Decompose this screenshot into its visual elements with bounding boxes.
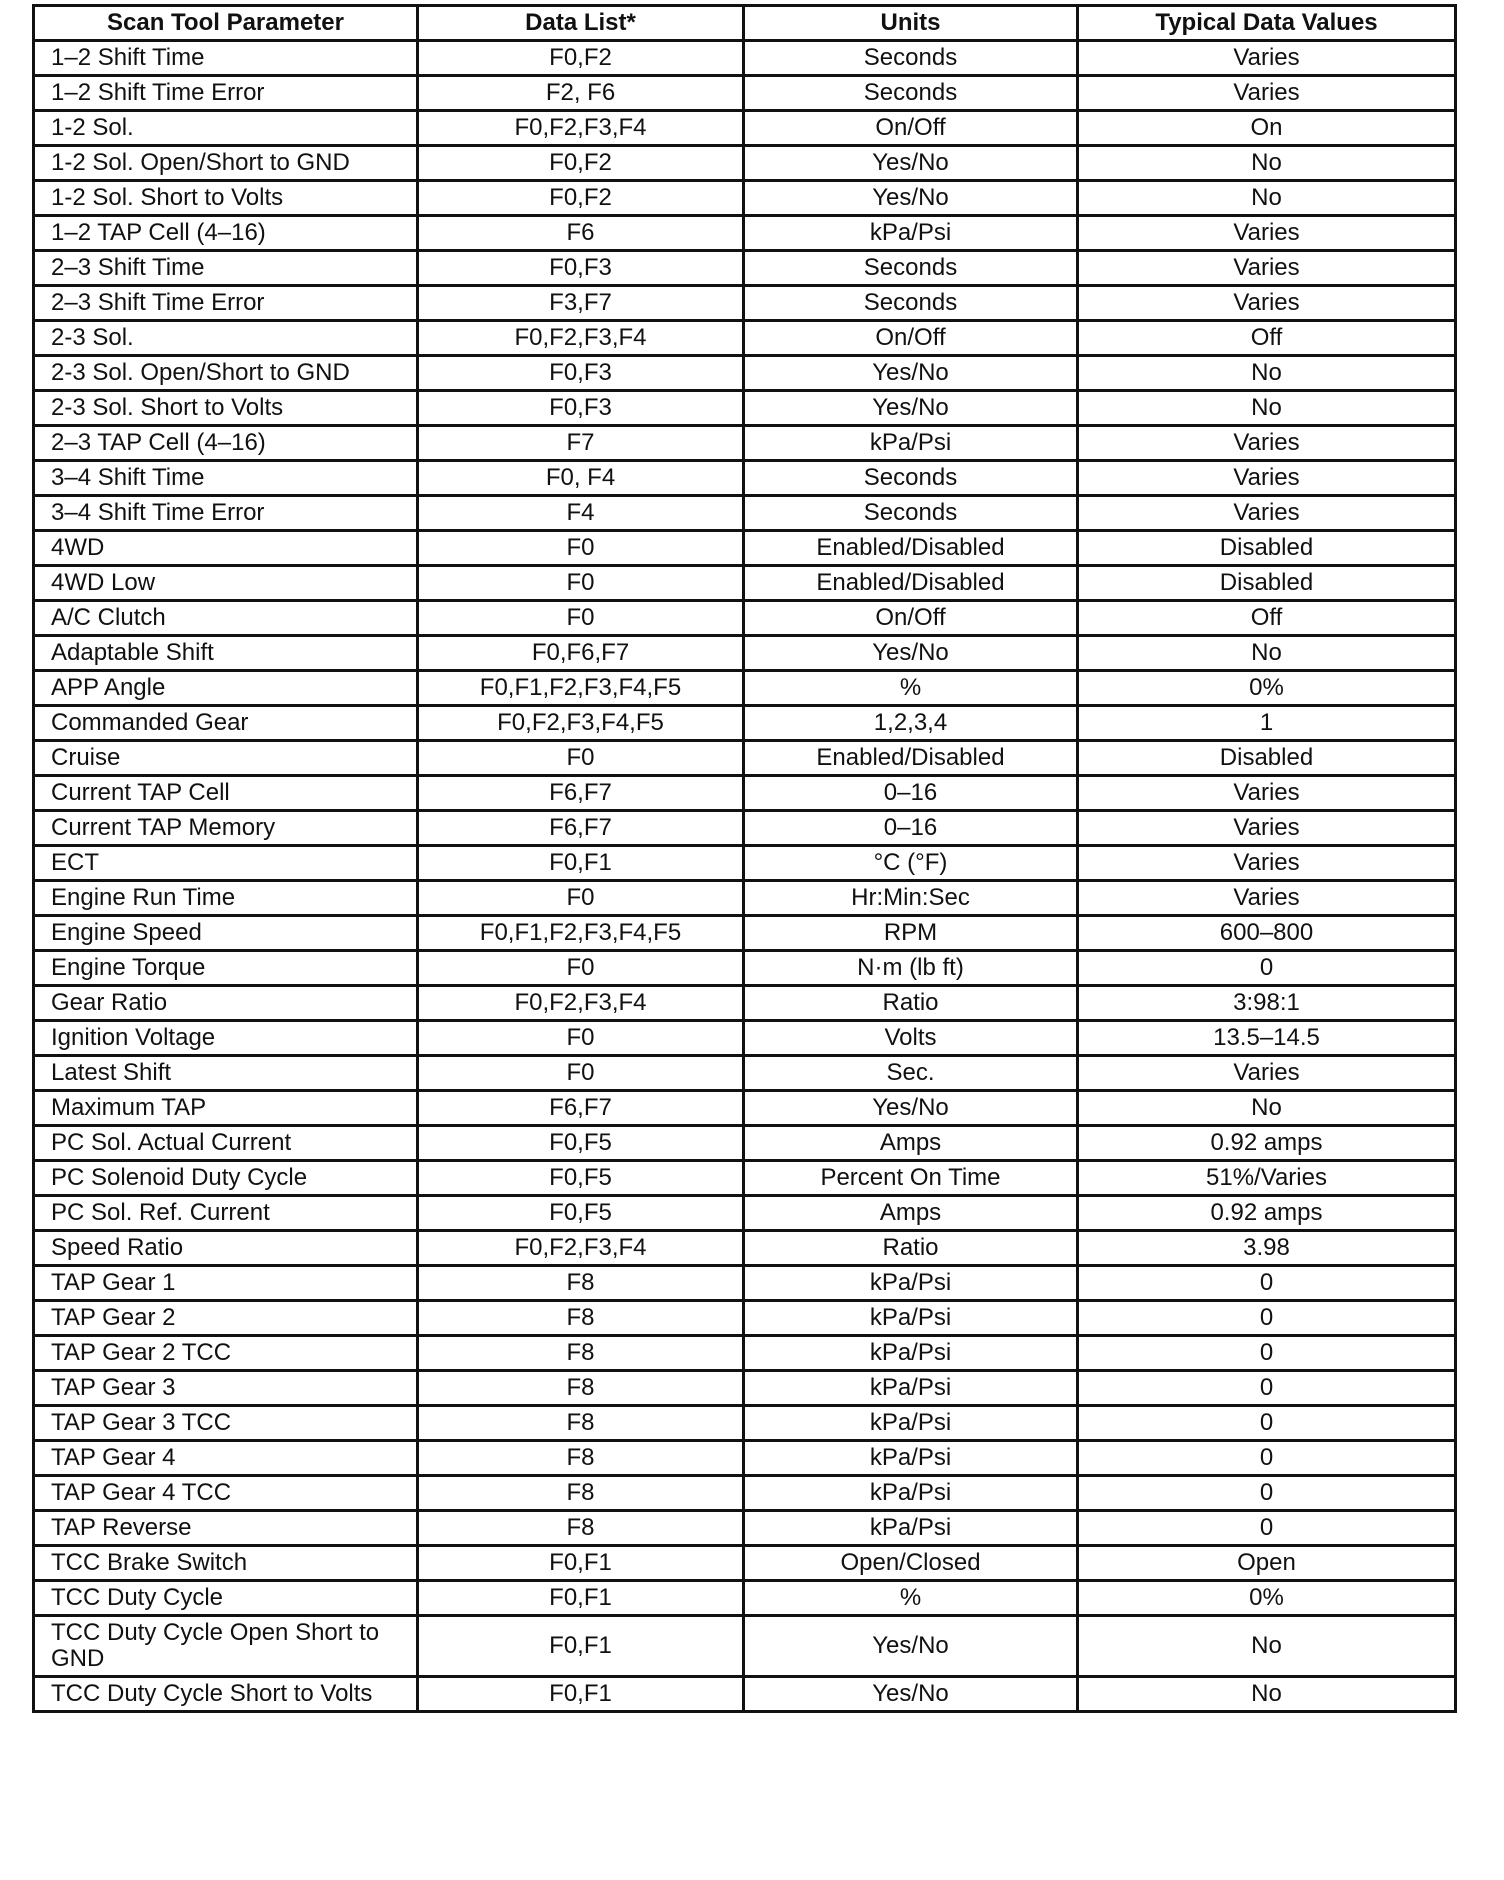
typical-value-cell: Off bbox=[1078, 601, 1456, 636]
data-list-cell: F0 bbox=[418, 1056, 744, 1091]
table-row bbox=[34, 1126, 1456, 1161]
parameter-cell: 1-2 Sol. Short to Volts bbox=[34, 181, 418, 216]
parameter-cell: TCC Duty Cycle Short to Volts bbox=[34, 1677, 418, 1712]
parameter-cell: Speed Ratio bbox=[34, 1231, 418, 1266]
data-list-cell: F8 bbox=[418, 1371, 744, 1406]
units-cell: Seconds bbox=[744, 461, 1078, 496]
parameter-cell: PC Sol. Actual Current bbox=[34, 1126, 418, 1161]
table-row bbox=[34, 601, 1456, 636]
table-row bbox=[34, 1546, 1456, 1581]
page bbox=[32, 4, 1454, 1713]
units-cell: On/Off bbox=[744, 321, 1078, 356]
data-list-cell: F0,F3 bbox=[418, 356, 744, 391]
table-row bbox=[34, 1231, 1456, 1266]
units-cell: Amps bbox=[744, 1126, 1078, 1161]
typical-value-cell: 3:98:1 bbox=[1078, 986, 1456, 1021]
typical-value-cell: Varies bbox=[1078, 76, 1456, 111]
data-list-cell: F7 bbox=[418, 426, 744, 461]
data-list-cell: F0,F1 bbox=[418, 1581, 744, 1616]
typical-value-cell: 0 bbox=[1078, 1406, 1456, 1441]
data-list-cell: F0,F1 bbox=[418, 1546, 744, 1581]
parameter-cell: 1–2 TAP Cell (4–16) bbox=[34, 216, 418, 251]
table-row bbox=[34, 1091, 1456, 1126]
table-row bbox=[34, 1371, 1456, 1406]
units-cell: °C (°F) bbox=[744, 846, 1078, 881]
table-row bbox=[34, 496, 1456, 531]
units-cell: Yes/No bbox=[744, 636, 1078, 671]
data-list-cell: F0,F2,F3,F4,F5 bbox=[418, 706, 744, 741]
parameter-cell: Engine Speed bbox=[34, 916, 418, 951]
table-row bbox=[34, 1161, 1456, 1196]
data-list-cell: F6,F7 bbox=[418, 1091, 744, 1126]
typical-value-cell: 0 bbox=[1078, 1476, 1456, 1511]
units-cell: Yes/No bbox=[744, 1091, 1078, 1126]
typical-value-cell: 13.5–14.5 bbox=[1078, 1021, 1456, 1056]
data-list-cell: F0,F1 bbox=[418, 1616, 744, 1677]
table-row bbox=[34, 1677, 1456, 1712]
typical-value-cell: 51%/Varies bbox=[1078, 1161, 1456, 1196]
units-cell: kPa/Psi bbox=[744, 1336, 1078, 1371]
typical-value-cell: 0 bbox=[1078, 1336, 1456, 1371]
table-row bbox=[34, 741, 1456, 776]
data-list-cell: F0 bbox=[418, 531, 744, 566]
data-list-cell: F6 bbox=[418, 216, 744, 251]
data-list-cell: F0, F4 bbox=[418, 461, 744, 496]
parameter-cell: Current TAP Memory bbox=[34, 811, 418, 846]
parameter-cell: TAP Gear 3 TCC bbox=[34, 1406, 418, 1441]
typical-value-cell: 0 bbox=[1078, 1441, 1456, 1476]
parameter-cell: APP Angle bbox=[34, 671, 418, 706]
typical-value-cell: Varies bbox=[1078, 41, 1456, 76]
units-cell: kPa/Psi bbox=[744, 1371, 1078, 1406]
units-cell: % bbox=[744, 1581, 1078, 1616]
typical-value-cell: Varies bbox=[1078, 776, 1456, 811]
units-cell: kPa/Psi bbox=[744, 1441, 1078, 1476]
table-row bbox=[34, 1406, 1456, 1441]
table-row bbox=[34, 461, 1456, 496]
typical-value-cell: Varies bbox=[1078, 1056, 1456, 1091]
typical-value-cell: Varies bbox=[1078, 461, 1456, 496]
data-list-cell: F0,F2 bbox=[418, 146, 744, 181]
units-cell: kPa/Psi bbox=[744, 1406, 1078, 1441]
table-row bbox=[34, 1441, 1456, 1476]
typical-value-cell: No bbox=[1078, 181, 1456, 216]
typical-value-cell: 0 bbox=[1078, 1371, 1456, 1406]
table-row bbox=[34, 1021, 1456, 1056]
units-cell: Volts bbox=[744, 1021, 1078, 1056]
table-row bbox=[34, 76, 1456, 111]
parameter-cell: Commanded Gear bbox=[34, 706, 418, 741]
units-cell: 0–16 bbox=[744, 776, 1078, 811]
units-cell: On/Off bbox=[744, 111, 1078, 146]
typical-value-cell: Off bbox=[1078, 321, 1456, 356]
typical-value-cell: Varies bbox=[1078, 216, 1456, 251]
table-row bbox=[34, 1581, 1456, 1616]
units-cell: kPa/Psi bbox=[744, 1476, 1078, 1511]
parameter-cell: Adaptable Shift bbox=[34, 636, 418, 671]
data-list-cell: F0 bbox=[418, 881, 744, 916]
table-row bbox=[34, 776, 1456, 811]
parameter-cell: 3–4 Shift Time bbox=[34, 461, 418, 496]
typical-value-cell: 600–800 bbox=[1078, 916, 1456, 951]
parameter-cell: 2-3 Sol. bbox=[34, 321, 418, 356]
parameter-cell: Cruise bbox=[34, 741, 418, 776]
table-row bbox=[34, 41, 1456, 76]
header-units: Units bbox=[744, 6, 1078, 41]
data-list-cell: F0,F6,F7 bbox=[418, 636, 744, 671]
units-cell: Enabled/Disabled bbox=[744, 566, 1078, 601]
parameter-cell: Engine Run Time bbox=[34, 881, 418, 916]
table-row bbox=[34, 146, 1456, 181]
parameter-cell: 1-2 Sol. bbox=[34, 111, 418, 146]
units-cell: 0–16 bbox=[744, 811, 1078, 846]
typical-value-cell: 0% bbox=[1078, 671, 1456, 706]
typical-value-cell: 0.92 amps bbox=[1078, 1196, 1456, 1231]
table-row bbox=[34, 951, 1456, 986]
parameter-cell: Ignition Voltage bbox=[34, 1021, 418, 1056]
typical-value-cell: 0 bbox=[1078, 1301, 1456, 1336]
parameter-cell: 2–3 Shift Time Error bbox=[34, 286, 418, 321]
typical-value-cell: 0 bbox=[1078, 1266, 1456, 1301]
data-list-cell: F8 bbox=[418, 1441, 744, 1476]
data-list-cell: F0 bbox=[418, 566, 744, 601]
table-row bbox=[34, 1336, 1456, 1371]
table-row bbox=[34, 111, 1456, 146]
units-cell: kPa/Psi bbox=[744, 1266, 1078, 1301]
parameter-cell: TAP Gear 1 bbox=[34, 1266, 418, 1301]
table-row bbox=[34, 671, 1456, 706]
typical-value-cell: Disabled bbox=[1078, 741, 1456, 776]
parameter-cell: Current TAP Cell bbox=[34, 776, 418, 811]
units-cell: 1,2,3,4 bbox=[744, 706, 1078, 741]
typical-value-cell: Varies bbox=[1078, 881, 1456, 916]
units-cell: Seconds bbox=[744, 251, 1078, 286]
units-cell: Yes/No bbox=[744, 356, 1078, 391]
parameter-cell: TCC Brake Switch bbox=[34, 1546, 418, 1581]
data-list-cell: F2, F6 bbox=[418, 76, 744, 111]
data-list-cell: F0,F3 bbox=[418, 251, 744, 286]
parameter-cell: 4WD Low bbox=[34, 566, 418, 601]
data-list-cell: F8 bbox=[418, 1336, 744, 1371]
typical-value-cell: No bbox=[1078, 391, 1456, 426]
data-list-cell: F8 bbox=[418, 1511, 744, 1546]
data-list-cell: F0 bbox=[418, 951, 744, 986]
typical-value-cell: No bbox=[1078, 146, 1456, 181]
data-list-cell: F0 bbox=[418, 1021, 744, 1056]
data-list-cell: F0,F1 bbox=[418, 846, 744, 881]
table-row bbox=[34, 1056, 1456, 1091]
parameter-cell: Latest Shift bbox=[34, 1056, 418, 1091]
units-cell: kPa/Psi bbox=[744, 1301, 1078, 1336]
typical-value-cell: 0 bbox=[1078, 951, 1456, 986]
units-cell: RPM bbox=[744, 916, 1078, 951]
table-row bbox=[34, 181, 1456, 216]
header-data-list: Data List* bbox=[418, 6, 744, 41]
parameter-cell: 1–2 Shift Time bbox=[34, 41, 418, 76]
data-list-cell: F0,F1,F2,F3,F4,F5 bbox=[418, 671, 744, 706]
data-list-cell: F0,F5 bbox=[418, 1196, 744, 1231]
table-row bbox=[34, 286, 1456, 321]
units-cell: Ratio bbox=[744, 1231, 1078, 1266]
table-row bbox=[34, 881, 1456, 916]
data-list-cell: F3,F7 bbox=[418, 286, 744, 321]
data-list-cell: F0,F2,F3,F4 bbox=[418, 111, 744, 146]
units-cell: Yes/No bbox=[744, 391, 1078, 426]
units-cell: Seconds bbox=[744, 41, 1078, 76]
data-list-cell: F0,F2 bbox=[418, 181, 744, 216]
table-header-row bbox=[34, 6, 1456, 41]
typical-value-cell: Varies bbox=[1078, 286, 1456, 321]
parameter-cell: 3–4 Shift Time Error bbox=[34, 496, 418, 531]
units-cell: Seconds bbox=[744, 286, 1078, 321]
parameter-cell: TCC Duty Cycle Open Short to GND bbox=[34, 1616, 418, 1677]
table-row bbox=[34, 531, 1456, 566]
units-cell: Amps bbox=[744, 1196, 1078, 1231]
typical-value-cell: Varies bbox=[1078, 496, 1456, 531]
data-list-cell: F0 bbox=[418, 601, 744, 636]
typical-value-cell: On bbox=[1078, 111, 1456, 146]
parameter-cell: 1–2 Shift Time Error bbox=[34, 76, 418, 111]
header-typical-data-values: Typical Data Values bbox=[1078, 6, 1456, 41]
parameter-cell: 2–3 Shift Time bbox=[34, 251, 418, 286]
parameter-cell: 2–3 TAP Cell (4–16) bbox=[34, 426, 418, 461]
data-list-cell: F0,F1,F2,F3,F4,F5 bbox=[418, 916, 744, 951]
data-list-cell: F0,F1 bbox=[418, 1677, 744, 1712]
data-list-cell: F8 bbox=[418, 1301, 744, 1336]
units-cell: Yes/No bbox=[744, 1616, 1078, 1677]
parameter-cell: A/C Clutch bbox=[34, 601, 418, 636]
typical-value-cell: No bbox=[1078, 1677, 1456, 1712]
table-row bbox=[34, 706, 1456, 741]
data-list-cell: F6,F7 bbox=[418, 776, 744, 811]
parameter-cell: Gear Ratio bbox=[34, 986, 418, 1021]
table-row bbox=[34, 1301, 1456, 1336]
table-row bbox=[34, 916, 1456, 951]
table-row bbox=[34, 391, 1456, 426]
data-list-cell: F6,F7 bbox=[418, 811, 744, 846]
units-cell: Enabled/Disabled bbox=[744, 531, 1078, 566]
typical-value-cell: Open bbox=[1078, 1546, 1456, 1581]
table-row bbox=[34, 1476, 1456, 1511]
parameter-cell: Maximum TAP bbox=[34, 1091, 418, 1126]
units-cell: Enabled/Disabled bbox=[744, 741, 1078, 776]
typical-value-cell: 1 bbox=[1078, 706, 1456, 741]
units-cell: Hr:Min:Sec bbox=[744, 881, 1078, 916]
table-row bbox=[34, 1266, 1456, 1301]
table-row bbox=[34, 1196, 1456, 1231]
units-cell: Open/Closed bbox=[744, 1546, 1078, 1581]
units-cell: Seconds bbox=[744, 496, 1078, 531]
parameter-cell: PC Sol. Ref. Current bbox=[34, 1196, 418, 1231]
typical-value-cell: Disabled bbox=[1078, 531, 1456, 566]
parameter-cell: 2-3 Sol. Short to Volts bbox=[34, 391, 418, 426]
table-row bbox=[34, 986, 1456, 1021]
scan-tool-parameter-table bbox=[32, 4, 1457, 1713]
parameter-cell: TAP Gear 4 TCC bbox=[34, 1476, 418, 1511]
data-list-cell: F8 bbox=[418, 1266, 744, 1301]
table-row bbox=[34, 426, 1456, 461]
data-list-cell: F0,F2,F3,F4 bbox=[418, 1231, 744, 1266]
typical-value-cell: 3.98 bbox=[1078, 1231, 1456, 1266]
data-list-cell: F0,F5 bbox=[418, 1161, 744, 1196]
units-cell: Yes/No bbox=[744, 181, 1078, 216]
parameter-cell: TAP Gear 2 bbox=[34, 1301, 418, 1336]
table-row bbox=[34, 566, 1456, 601]
parameter-cell: TAP Gear 3 bbox=[34, 1371, 418, 1406]
table-row bbox=[34, 1616, 1456, 1677]
units-cell: Yes/No bbox=[744, 1677, 1078, 1712]
parameter-cell: TAP Gear 2 TCC bbox=[34, 1336, 418, 1371]
parameter-cell: 1-2 Sol. Open/Short to GND bbox=[34, 146, 418, 181]
parameter-cell: PC Solenoid Duty Cycle bbox=[34, 1161, 418, 1196]
typical-value-cell: 0 bbox=[1078, 1511, 1456, 1546]
units-cell: Yes/No bbox=[744, 146, 1078, 181]
data-list-cell: F8 bbox=[418, 1476, 744, 1511]
parameter-cell: TAP Reverse bbox=[34, 1511, 418, 1546]
data-list-cell: F0,F2 bbox=[418, 41, 744, 76]
units-cell: Ratio bbox=[744, 986, 1078, 1021]
data-list-cell: F0,F2,F3,F4 bbox=[418, 986, 744, 1021]
typical-value-cell: 0.92 amps bbox=[1078, 1126, 1456, 1161]
table-row bbox=[34, 1511, 1456, 1546]
data-list-cell: F8 bbox=[418, 1406, 744, 1441]
table-row bbox=[34, 356, 1456, 391]
data-list-cell: F0 bbox=[418, 741, 744, 776]
data-list-cell: F0,F3 bbox=[418, 391, 744, 426]
table-row bbox=[34, 321, 1456, 356]
typical-value-cell: Varies bbox=[1078, 251, 1456, 286]
data-list-cell: F0,F2,F3,F4 bbox=[418, 321, 744, 356]
data-list-cell: F4 bbox=[418, 496, 744, 531]
typical-value-cell: Disabled bbox=[1078, 566, 1456, 601]
parameter-cell: Engine Torque bbox=[34, 951, 418, 986]
units-cell: Sec. bbox=[744, 1056, 1078, 1091]
units-cell: On/Off bbox=[744, 601, 1078, 636]
units-cell: Seconds bbox=[744, 76, 1078, 111]
table-body bbox=[34, 41, 1456, 1712]
table-row bbox=[34, 846, 1456, 881]
typical-value-cell: 0% bbox=[1078, 1581, 1456, 1616]
typical-value-cell: No bbox=[1078, 1616, 1456, 1677]
table-row bbox=[34, 216, 1456, 251]
typical-value-cell: Varies bbox=[1078, 811, 1456, 846]
typical-value-cell: No bbox=[1078, 356, 1456, 391]
data-list-cell: F0,F5 bbox=[418, 1126, 744, 1161]
units-cell: N·m (lb ft) bbox=[744, 951, 1078, 986]
units-cell: Percent On Time bbox=[744, 1161, 1078, 1196]
table-row bbox=[34, 251, 1456, 286]
table-row bbox=[34, 636, 1456, 671]
typical-value-cell: No bbox=[1078, 1091, 1456, 1126]
units-cell: kPa/Psi bbox=[744, 1511, 1078, 1546]
units-cell: % bbox=[744, 671, 1078, 706]
parameter-cell: TCC Duty Cycle bbox=[34, 1581, 418, 1616]
header-scan-tool-parameter: Scan Tool Parameter bbox=[34, 6, 418, 41]
typical-value-cell: No bbox=[1078, 636, 1456, 671]
parameter-cell: 4WD bbox=[34, 531, 418, 566]
parameter-cell: ECT bbox=[34, 846, 418, 881]
parameter-cell: 2-3 Sol. Open/Short to GND bbox=[34, 356, 418, 391]
units-cell: kPa/Psi bbox=[744, 426, 1078, 461]
units-cell: kPa/Psi bbox=[744, 216, 1078, 251]
parameter-cell: TAP Gear 4 bbox=[34, 1441, 418, 1476]
typical-value-cell: Varies bbox=[1078, 426, 1456, 461]
typical-value-cell: Varies bbox=[1078, 846, 1456, 881]
table-row bbox=[34, 811, 1456, 846]
